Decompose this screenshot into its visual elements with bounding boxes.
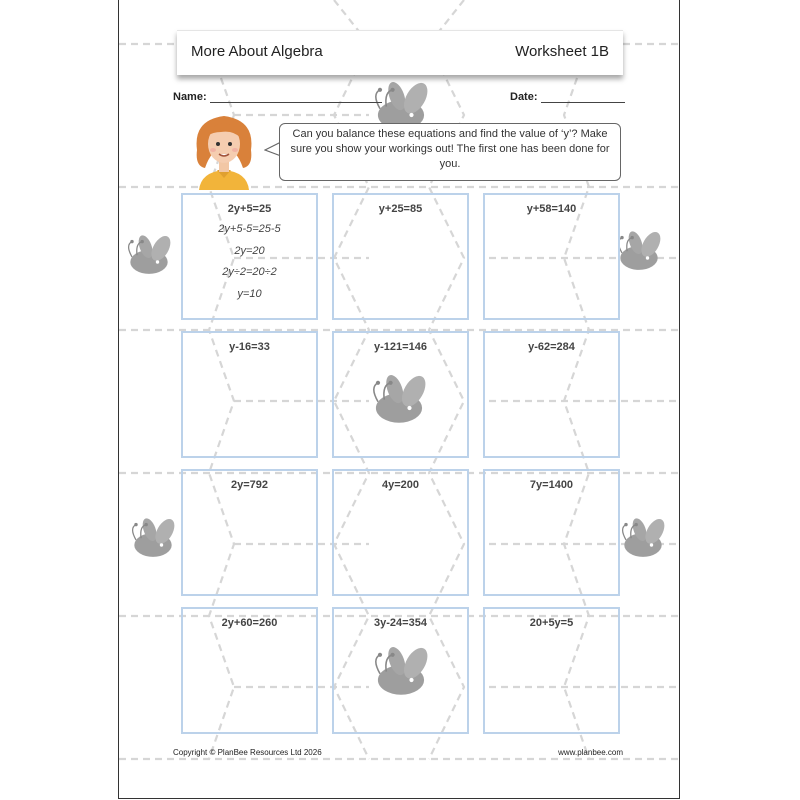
working-step: y=10 — [237, 287, 262, 300]
problem-box-1[interactable] — [181, 193, 318, 320]
problem-box-4[interactable] — [181, 331, 318, 458]
equation: y-62=284 — [528, 341, 575, 353]
date-line[interactable] — [541, 92, 625, 103]
name-line[interactable] — [210, 92, 382, 103]
working-step: 2y=20 — [234, 244, 265, 257]
girl-avatar-icon — [191, 110, 257, 190]
working-step: 2y+5-5=25-5 — [218, 223, 281, 235]
problem-box-6[interactable] — [483, 331, 620, 458]
date-label: Date: — [510, 91, 538, 103]
website-link[interactable]: www.planbee.com — [558, 748, 623, 757]
equation: 3y-24=354 — [374, 617, 427, 629]
name-field — [173, 91, 382, 103]
copyright-text: Copyright © PlanBee Resources Ltd 2026 — [173, 748, 322, 757]
equation: y+58=140 — [526, 203, 577, 215]
equation: y-121=146 — [374, 341, 427, 353]
equation: 2y+5=25 — [227, 203, 272, 215]
equation: 2y=792 — [230, 479, 268, 491]
equation: 2y+60=260 — [221, 617, 278, 629]
problem-box-8[interactable] — [332, 469, 469, 596]
date-field — [510, 91, 625, 103]
name-label: Name: — [173, 91, 207, 103]
worked-example — [183, 223, 316, 309]
equation: y-16=33 — [229, 341, 270, 353]
worksheet-page — [118, 0, 680, 799]
problem-box-9[interactable] — [483, 469, 620, 596]
equation: y+25=85 — [378, 203, 423, 215]
equation: 7y=1400 — [529, 479, 574, 491]
problem-box-5[interactable] — [332, 331, 469, 458]
instruction-bubble: Can you balance these equations and find the value of ‘y’? Make sure you show your workings out! The first one has been done for you. — [279, 123, 621, 181]
problem-box-3[interactable] — [483, 193, 620, 320]
problem-box-7[interactable] — [181, 469, 318, 596]
problem-box-11[interactable] — [332, 607, 469, 734]
problem-box-10[interactable] — [181, 607, 318, 734]
title-banner — [177, 30, 623, 75]
working-step: 2y÷2=20÷2 — [222, 266, 277, 278]
worksheet-number: Worksheet 1B — [515, 43, 609, 60]
equation: 4y=200 — [381, 479, 419, 491]
problem-box-2[interactable] — [332, 193, 469, 320]
problem-box-12[interactable] — [483, 607, 620, 734]
equation: 20+5y=5 — [529, 617, 574, 629]
worksheet-title: More About Algebra — [191, 43, 323, 60]
